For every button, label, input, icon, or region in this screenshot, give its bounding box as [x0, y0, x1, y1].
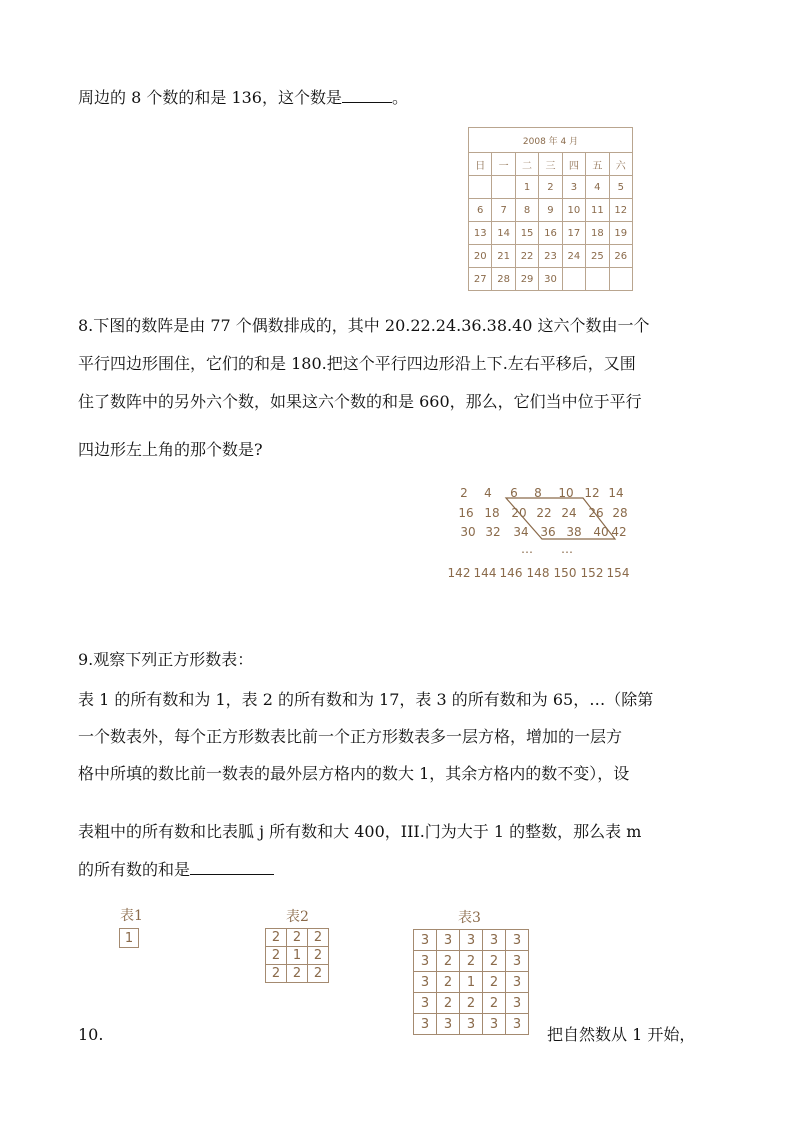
table-cell: 2 [308, 947, 329, 965]
calendar-day: 18 [586, 222, 609, 245]
q9-line: 的所有数的和是 [78, 860, 191, 879]
calendar-day: 26 [609, 245, 632, 268]
calendar-weekday: 二 [515, 153, 538, 176]
calendar-day: 1 [515, 176, 538, 199]
table-cell: 3 [506, 1014, 529, 1035]
calendar-day: 28 [492, 268, 515, 291]
calendar-day [562, 268, 585, 291]
table-3 [413, 929, 529, 1035]
table-cell: 2 [460, 993, 483, 1014]
ellipsis: … [521, 542, 533, 556]
calendar-week-row [469, 245, 633, 268]
array-cell: 144 [473, 566, 497, 580]
array-cell: 150 [553, 566, 577, 580]
table-cell: 3 [506, 930, 529, 951]
calendar-weekday: 一 [492, 153, 515, 176]
table-cell: 3 [437, 930, 460, 951]
calendar-week-row [469, 199, 633, 222]
table-cell: 1 [460, 972, 483, 993]
array-cell: 26 [588, 506, 604, 520]
array-cell: 12 [584, 486, 600, 500]
calendar-table [468, 127, 633, 291]
array-cell: 146 [499, 566, 523, 580]
calendar-day: 16 [539, 222, 562, 245]
table-1 [119, 928, 139, 948]
array-cell: 36 [540, 525, 556, 539]
array-cell: 152 [580, 566, 604, 580]
q7-tail-text: 周边的 8 个数的和是 136，这个数是 [78, 88, 342, 107]
table-2-label: 表2 [286, 909, 309, 925]
table-3-label: 表3 [458, 910, 481, 926]
array-cell: 30 [460, 525, 476, 539]
table-cell: 3 [414, 930, 437, 951]
array-cell: 20 [511, 506, 527, 520]
calendar-weekday-row [469, 153, 633, 176]
array-cell: 6 [510, 486, 518, 500]
calendar-weekday: 日 [469, 153, 492, 176]
table-cell: 2 [483, 951, 506, 972]
table-cell: 2 [483, 993, 506, 1014]
table-cell: 3 [460, 930, 483, 951]
calendar-weekday: 四 [562, 153, 585, 176]
calendar-day: 8 [515, 199, 538, 222]
calendar-day: 12 [609, 199, 632, 222]
array-cell: 154 [606, 566, 630, 580]
calendar-day: 30 [539, 268, 562, 291]
ellipsis: … [561, 542, 573, 556]
table-cell: 3 [506, 951, 529, 972]
calendar-day [609, 268, 632, 291]
table-cell: 1 [120, 929, 139, 948]
array-cell: 42 [611, 525, 627, 539]
array-cell: 24 [561, 506, 577, 520]
calendar-day: 17 [562, 222, 585, 245]
q8-line: 8.下图的数阵是由 77 个偶数排成的，其中 20.22.24.36.38.40 这六个数由一个 [78, 316, 650, 335]
table-cell: 2 [460, 951, 483, 972]
calendar-title: 2008 年 4 月 [469, 128, 633, 153]
table-cell: 2 [483, 972, 506, 993]
q9-last-line [78, 860, 274, 880]
calendar-day: 23 [539, 245, 562, 268]
calendar-day [469, 176, 492, 199]
q8-line: 四边形左上角的那个数是? [78, 440, 263, 459]
q9-line: 9.观察下列正方形数表： [78, 650, 254, 669]
calendar-day: 19 [609, 222, 632, 245]
calendar-weekday: 五 [586, 153, 609, 176]
table-cell: 3 [460, 1014, 483, 1035]
q8-line: 平行四边形围住，它们的和是 180.把这个平行四边形沿上下.左右平移后，又围 [78, 354, 636, 373]
calendar-day: 24 [562, 245, 585, 268]
array-cell: 34 [513, 525, 529, 539]
calendar-weekday: 六 [609, 153, 632, 176]
q9-line: 一个数表外，每个正方形数表比前一个正方形数表多一层方格，增加的一层方 [78, 727, 623, 746]
calendar-day: 5 [609, 176, 632, 199]
table-cell: 3 [437, 1014, 460, 1035]
array-cell: 2 [460, 486, 468, 500]
array-cell: 18 [484, 506, 500, 520]
answer-blank [342, 88, 392, 103]
calendar-day: 9 [539, 199, 562, 222]
array-cell: 22 [536, 506, 552, 520]
calendar-day: 27 [469, 268, 492, 291]
calendar-day: 22 [515, 245, 538, 268]
calendar-day: 29 [515, 268, 538, 291]
q10-number: 10. [78, 1025, 104, 1044]
calendar-day: 15 [515, 222, 538, 245]
table-cell: 2 [437, 951, 460, 972]
array-cell: 40 [593, 525, 609, 539]
calendar-day: 21 [492, 245, 515, 268]
q8-line: 住了数阵中的另外六个数，如果这六个数的和是 660，那么，它们当中位于平行 [78, 392, 642, 411]
calendar-day: 2 [539, 176, 562, 199]
table-cell: 2 [266, 947, 287, 965]
array-cell: 4 [484, 486, 492, 500]
array-cell: 14 [608, 486, 624, 500]
calendar-week-row [469, 222, 633, 245]
table-cell: 2 [287, 929, 308, 947]
table-cell: 3 [414, 993, 437, 1014]
q9-line: 格中所填的数比前一数表的最外层方格内的数大 1，其余方格内的数不变），设 [78, 764, 630, 783]
table-cell: 3 [414, 972, 437, 993]
array-cell: 28 [612, 506, 628, 520]
table-cell: 3 [414, 1014, 437, 1035]
array-cell: 38 [566, 525, 582, 539]
array-cell: 8 [534, 486, 542, 500]
calendar-day: 7 [492, 199, 515, 222]
array-cell: 16 [458, 506, 474, 520]
table-cell: 1 [287, 947, 308, 965]
table-cell: 3 [414, 951, 437, 972]
q10-text: 把自然数从 1 开始， [547, 1025, 696, 1044]
table-cell: 2 [308, 929, 329, 947]
calendar-day: 10 [562, 199, 585, 222]
q7-tail-line [78, 88, 408, 108]
table-cell: 3 [483, 930, 506, 951]
table-cell: 2 [308, 965, 329, 983]
table-cell: 3 [506, 993, 529, 1014]
calendar-week-row [469, 268, 633, 291]
table-2 [265, 928, 329, 983]
table-cell: 2 [287, 965, 308, 983]
calendar-day: 25 [586, 245, 609, 268]
q9-line: 表 1 的所有数和为 1，表 2 的所有数和为 17，表 3 的所有数和为 65，…（除第 [78, 690, 654, 709]
array-cell: 32 [485, 525, 501, 539]
calendar-weekday: 三 [539, 153, 562, 176]
table-cell: 2 [266, 965, 287, 983]
calendar-day: 6 [469, 199, 492, 222]
table-1-label: 表1 [120, 908, 143, 924]
calendar-day: 4 [586, 176, 609, 199]
answer-blank [190, 860, 274, 875]
array-cell: 148 [526, 566, 550, 580]
q7-tail-suffix: 。 [391, 88, 408, 107]
q9-line: 表粗中的所有数和比表胍 j 所有数和大 400，III.门为大于 1 的整数，那么表 m [78, 822, 642, 841]
calendar-week-row [469, 176, 633, 199]
number-array [447, 484, 640, 584]
table-cell: 2 [437, 993, 460, 1014]
calendar-day: 14 [492, 222, 515, 245]
calendar-day: 20 [469, 245, 492, 268]
calendar-day [492, 176, 515, 199]
array-cell: 10 [558, 486, 574, 500]
array-cell: 142 [447, 566, 471, 580]
calendar-day: 11 [586, 199, 609, 222]
table-cell: 3 [483, 1014, 506, 1035]
table-cell: 2 [266, 929, 287, 947]
calendar-day: 3 [562, 176, 585, 199]
calendar-day [586, 268, 609, 291]
table-cell: 2 [437, 972, 460, 993]
table-cell: 3 [506, 972, 529, 993]
calendar-day: 13 [469, 222, 492, 245]
